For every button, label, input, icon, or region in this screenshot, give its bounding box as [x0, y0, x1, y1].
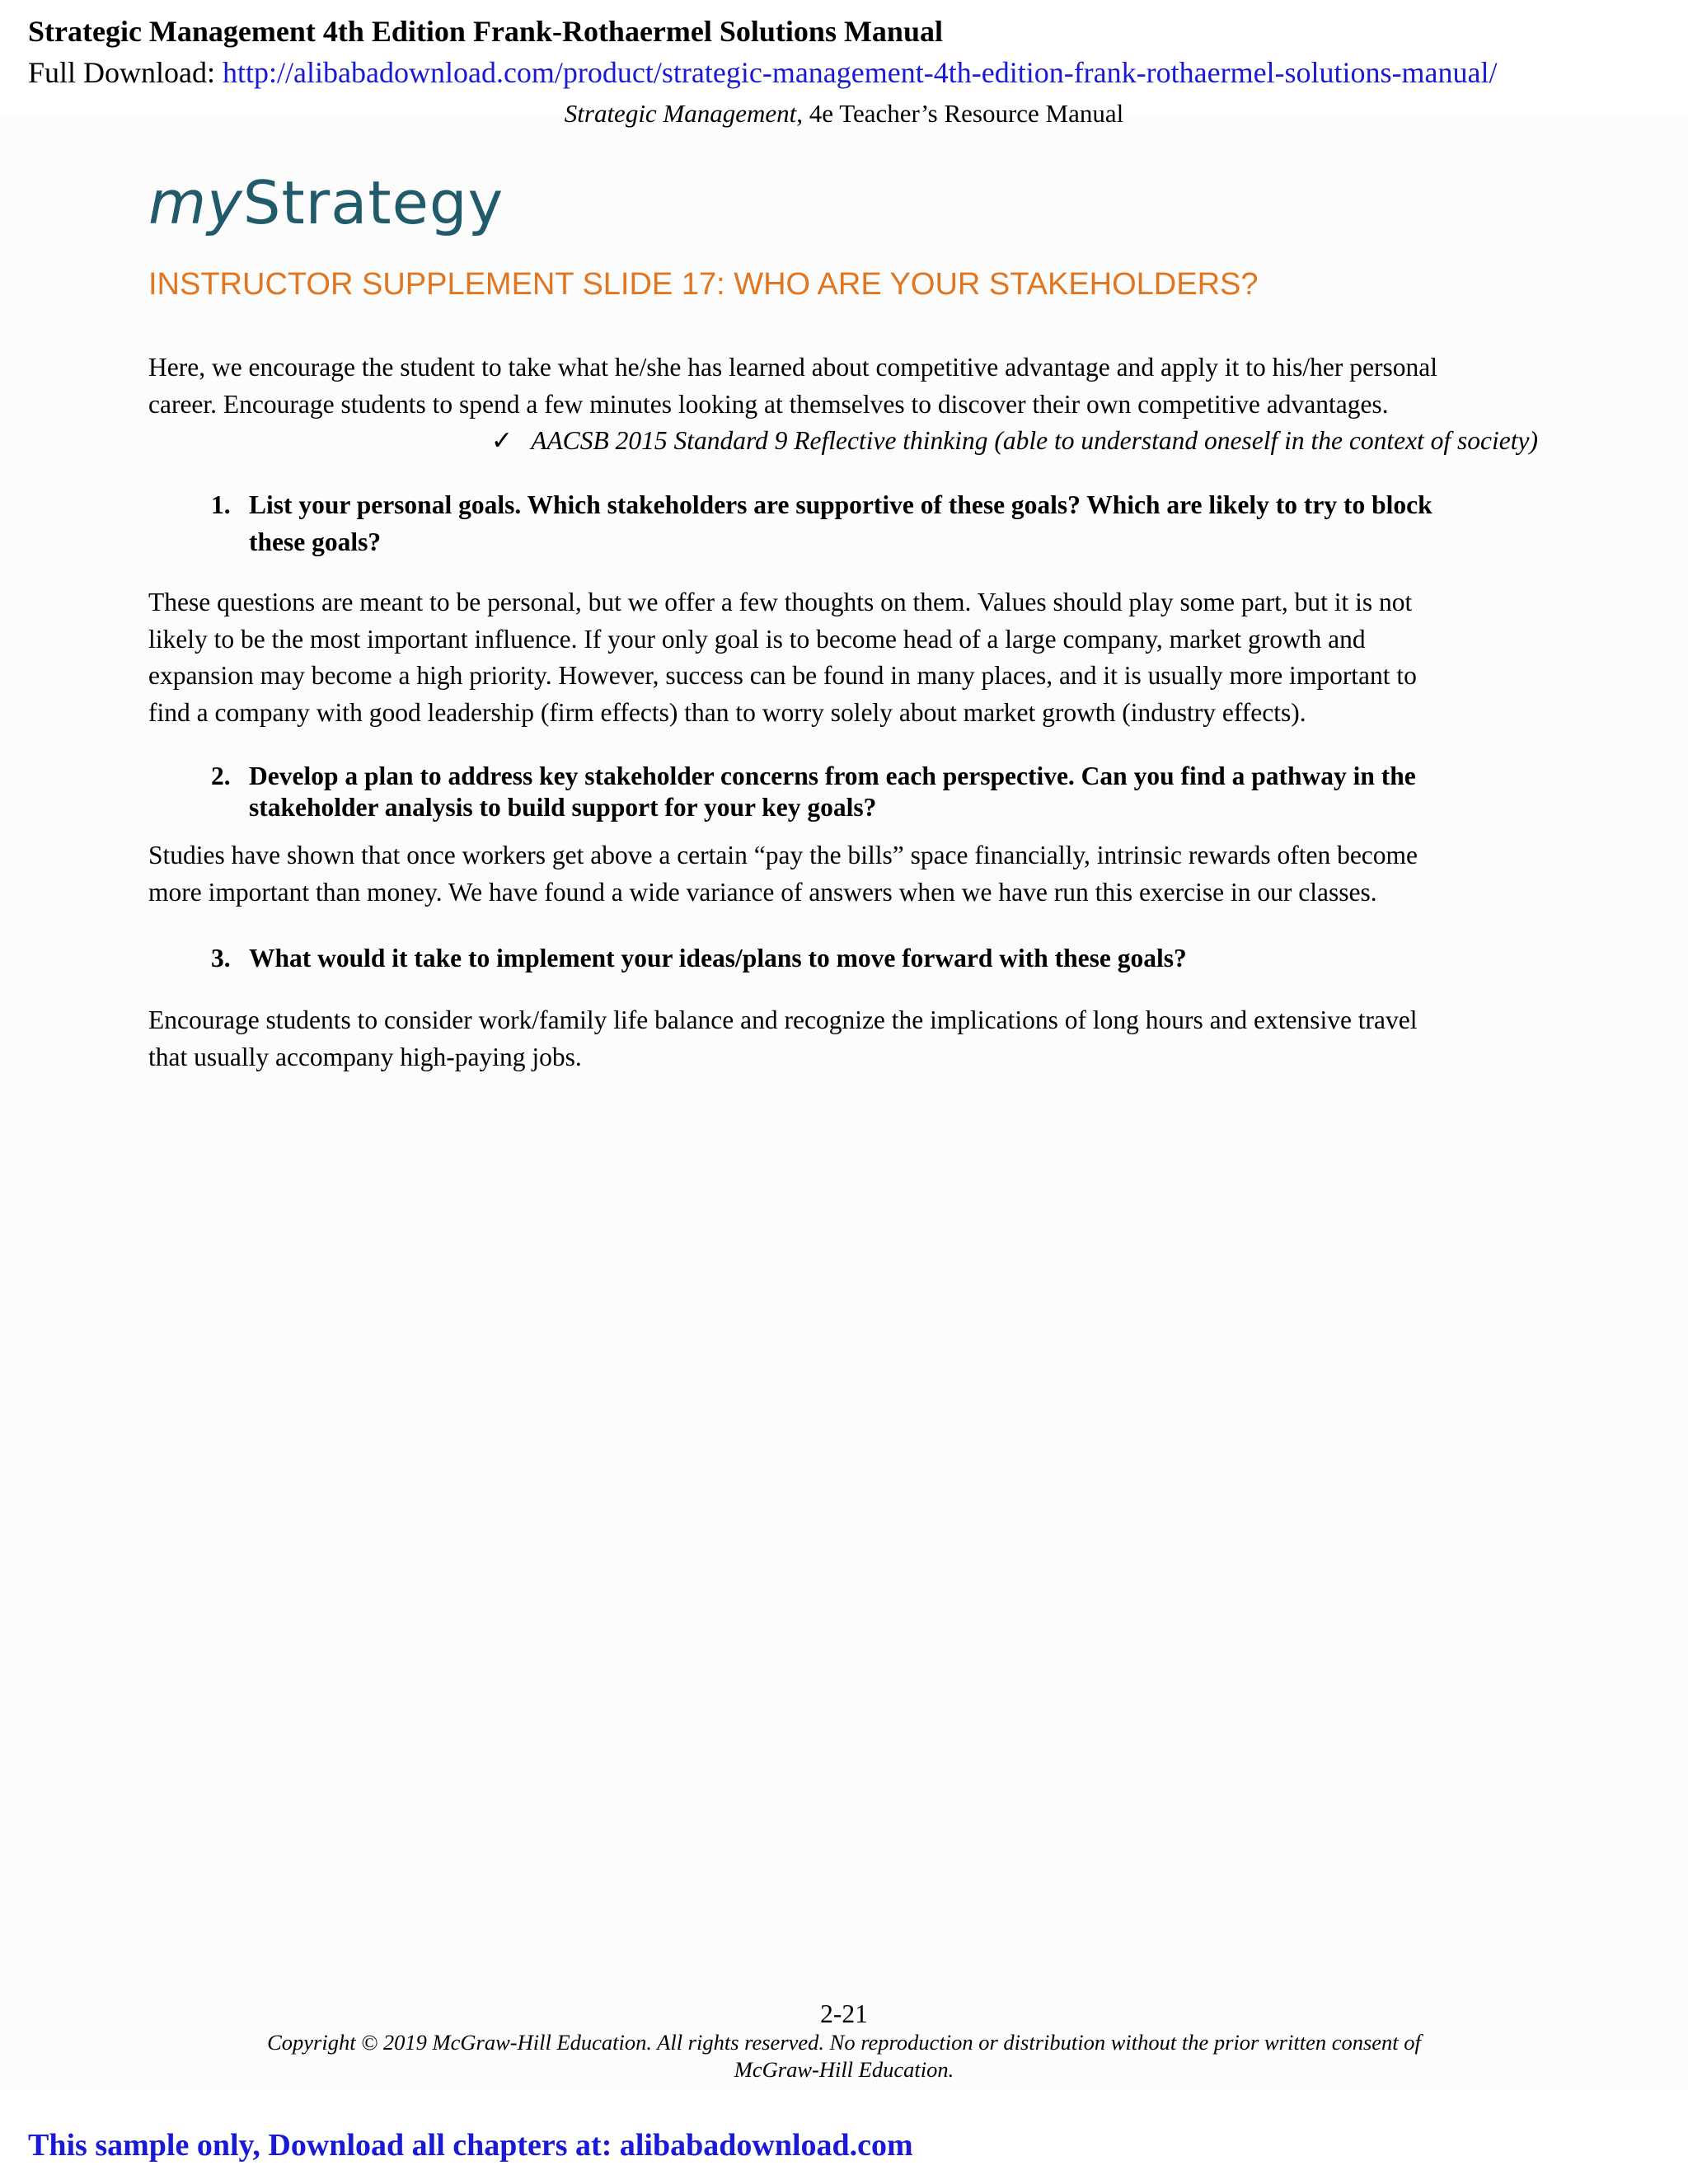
running-header-rest: , 4e Teacher’s Resource Manual: [796, 99, 1124, 128]
download-label: Full Download:: [28, 56, 223, 89]
logo-prefix: my: [148, 168, 243, 237]
question-number: 3.: [211, 944, 231, 972]
checkmark-icon: ✓: [490, 426, 513, 455]
copyright-line: McGraw-Hill Education.: [734, 2057, 954, 2082]
document-title: Strategic Management 4th Edition Frank-Rothaermel Solutions Manual: [28, 15, 943, 48]
answer-1: [148, 584, 1417, 731]
running-header-book-title: Strategic Management: [564, 99, 797, 128]
answer-line: These questions are meant to be personal, but we offer a few thoughts on them. Values should play some part, but it is not: [148, 588, 1413, 616]
answer-line: more important than money. We have found a wide variance of answers when we have run this exercise in our classes.: [148, 877, 1377, 907]
question-line: Develop a plan to address key stakeholder concerns from each perspective. Can you find a pathway in the: [249, 762, 1416, 790]
copyright-notice: [0, 2029, 1688, 2083]
page-number: 2-21: [820, 1999, 868, 2028]
slide-heading: INSTRUCTOR SUPPLEMENT SLIDE 17: WHO ARE YOUR STAKEHOLDERS?: [148, 267, 1259, 302]
aacsb-standard: [148, 423, 1538, 460]
question-text: [249, 761, 1416, 823]
intro-line: career. Encourage students to spend a few minutes looking at themselves to discover their own competitive advantages.: [148, 389, 1389, 419]
answer-line: Encourage students to consider work/family life balance and recognize the implications of long hours and extensive travel: [148, 1005, 1418, 1034]
mystrategy-logo: [148, 163, 504, 242]
download-cta[interactable]: This sample only, Download all chapters at: alibabadownload.com: [28, 2128, 913, 2163]
question-text: [249, 487, 1432, 560]
answer-2: [148, 837, 1418, 911]
question-text: What would it take to implement your ideas/plans to move forward with these goals?: [249, 944, 1187, 972]
intro-paragraph: [148, 349, 1437, 423]
download-line: [28, 53, 1498, 92]
copyright-line: Copyright © 2019 McGraw-Hill Education. All rights reserved. No reproduction or distribution without the prior written consent of: [267, 2030, 1421, 2055]
answer-line: expansion may become a high priority. However, success can be found in many places, and it is usually more important to: [148, 661, 1417, 690]
question-line: these goals?: [249, 527, 382, 556]
answer-line: likely to be the most important influence. If your only goal is to become head of a large company, market growth and: [148, 624, 1366, 654]
answer-line: that usually accompany high-paying jobs.: [148, 1042, 582, 1071]
intro-line: Here, we encourage the student to take what he/she has learned about competitive advantage and apply it to his/her personal: [148, 353, 1437, 382]
question-number: 1.: [211, 490, 231, 519]
question-line: List your personal goals. Which stakeholders are supportive of these goals? Which are likely to try to block: [249, 490, 1432, 519]
answer-line: find a company with good leadership (firm effects) than to worry solely about market growth (industry effects).: [148, 697, 1306, 727]
question-line: stakeholder analysis to build support for your key goals?: [249, 793, 877, 822]
logo-suffix: Strategy: [242, 168, 504, 237]
running-header: [0, 97, 1688, 130]
aacsb-standard-text: AACSB 2015 Standard 9 Reflective thinking (able to understand oneself in the context of society): [531, 426, 1538, 455]
question-number: 2.: [211, 762, 231, 790]
answer-line: Studies have shown that once workers get above a certain “pay the bills” space financially, intrinsic rewards often become: [148, 841, 1418, 869]
answer-3: [148, 1002, 1418, 1076]
download-link[interactable]: http://alibabadownload.com/product/strategic-management-4th-edition-frank-rothaermel-solutions-manual/: [223, 56, 1498, 89]
